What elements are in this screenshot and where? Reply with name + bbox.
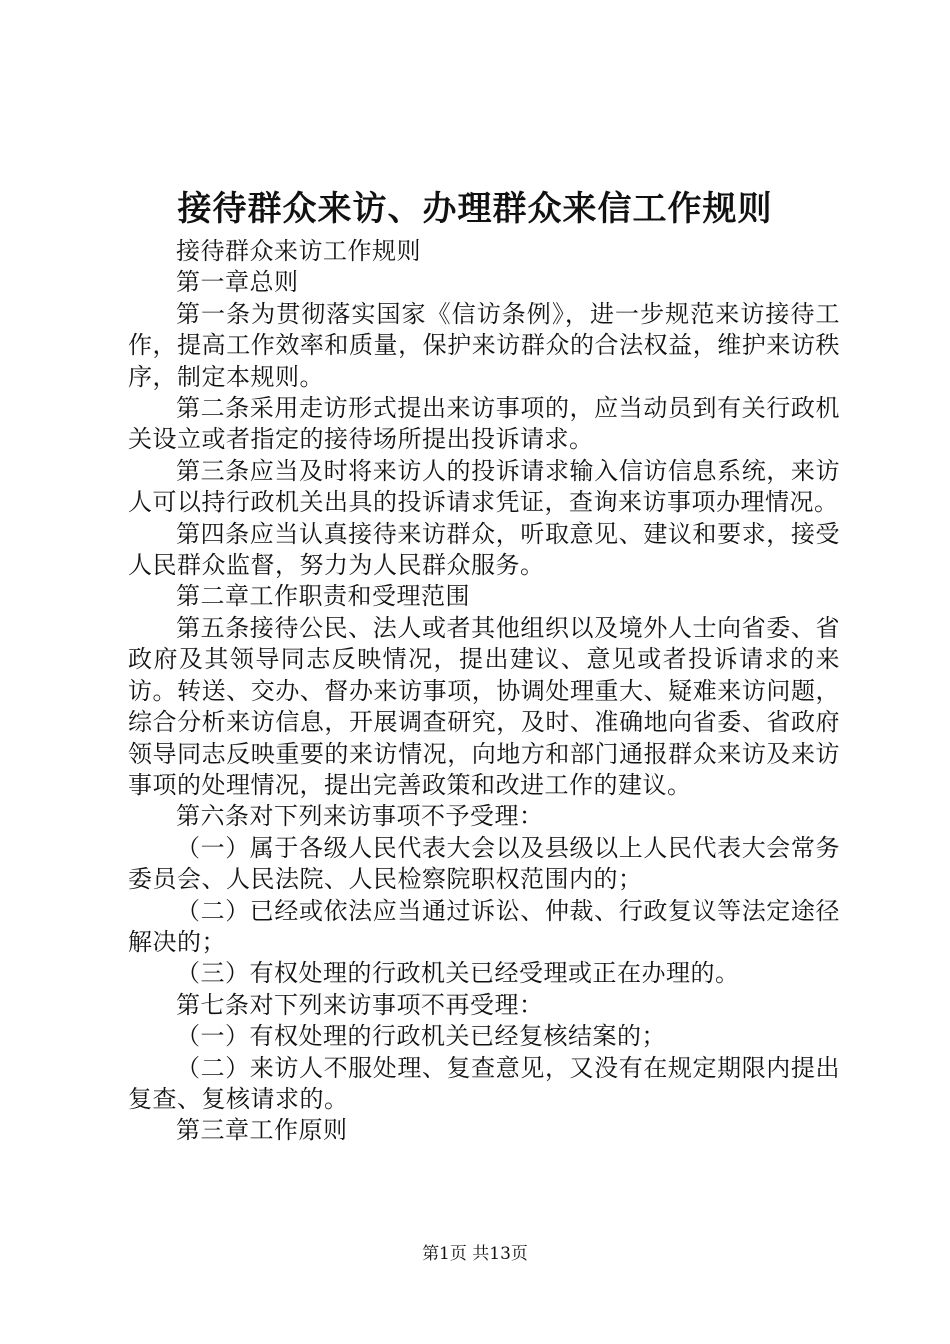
article-paragraph: 第七条对下列来访事项不再受理： xyxy=(176,990,544,1019)
chapter-heading: 第一章总则 xyxy=(176,268,299,297)
article-paragraph: 第一条为贯彻落实国家《信访条例》，进一步规范来访接待工作，提高工作效率和质量，保护来访群众的合法权益，维护来访秩序，制定本规则。 xyxy=(128,299,840,391)
article-paragraph: 第五条接待公民、法人或者其他组织以及境外人士向省委、省政府及其领导同志反映情况，提出建议、意见或者投诉请求的来访。转送、交办、督办来访事项，协调处理重大、疑难来访问题，综合分析来访信息，开展调查研究，及时、准确地向省委、省政府领导同志反映重要的来访情况，向地方和部门通报群众来访及来访事项的处理情况，提出完善政策和改进工作的建议。 xyxy=(128,613,840,799)
list-item-paragraph: （三）有权处理的行政机关已经受理或正在办理的。 xyxy=(176,959,740,988)
document-body xyxy=(128,236,840,1147)
chapter-heading: 第二章工作职责和受理范围 xyxy=(176,582,470,611)
list-item-paragraph: （二）来访人不服处理、复查意见，又没有在规定期限内提出复查、复核请求的。 xyxy=(128,1053,840,1113)
article-paragraph: 第六条对下列来访事项不予受理： xyxy=(176,802,544,831)
page-footer: 第1页 共13页 xyxy=(422,1244,528,1264)
list-item-paragraph: （一）属于各级人民代表大会以及县级以上人民代表大会常务委员会、人民法院、人民检察院职权范围内的； xyxy=(128,833,840,894)
article-paragraph: 第二条采用走访形式提出来访事项的，应当动员到有关行政机关设立或者指定的接待场所提出投诉请求。 xyxy=(128,394,840,454)
article-paragraph: 第四条应当认真接待来访群众，听取意见、建议和要求，接受人民群众监督，努力为人民群众服务。 xyxy=(128,519,840,580)
chapter-heading: 第三章工作原则 xyxy=(176,1116,348,1145)
document-title: 接待群众来访、办理群众来信工作规则 xyxy=(177,189,773,229)
article-paragraph: 第三条应当及时将来访人的投诉请求输入信访信息系统，来访人可以持行政机关出具的投诉请求凭证，查询来访事项办理情况。 xyxy=(128,456,840,517)
subtitle-paragraph: 接待群众来访工作规则 xyxy=(176,237,421,265)
list-item-paragraph: （一）有权处理的行政机关已经复核结案的； xyxy=(176,1022,666,1051)
list-item-paragraph: （二）已经或依法应当通过诉讼、仲裁、行政复议等法定途径解决的； xyxy=(128,896,840,956)
